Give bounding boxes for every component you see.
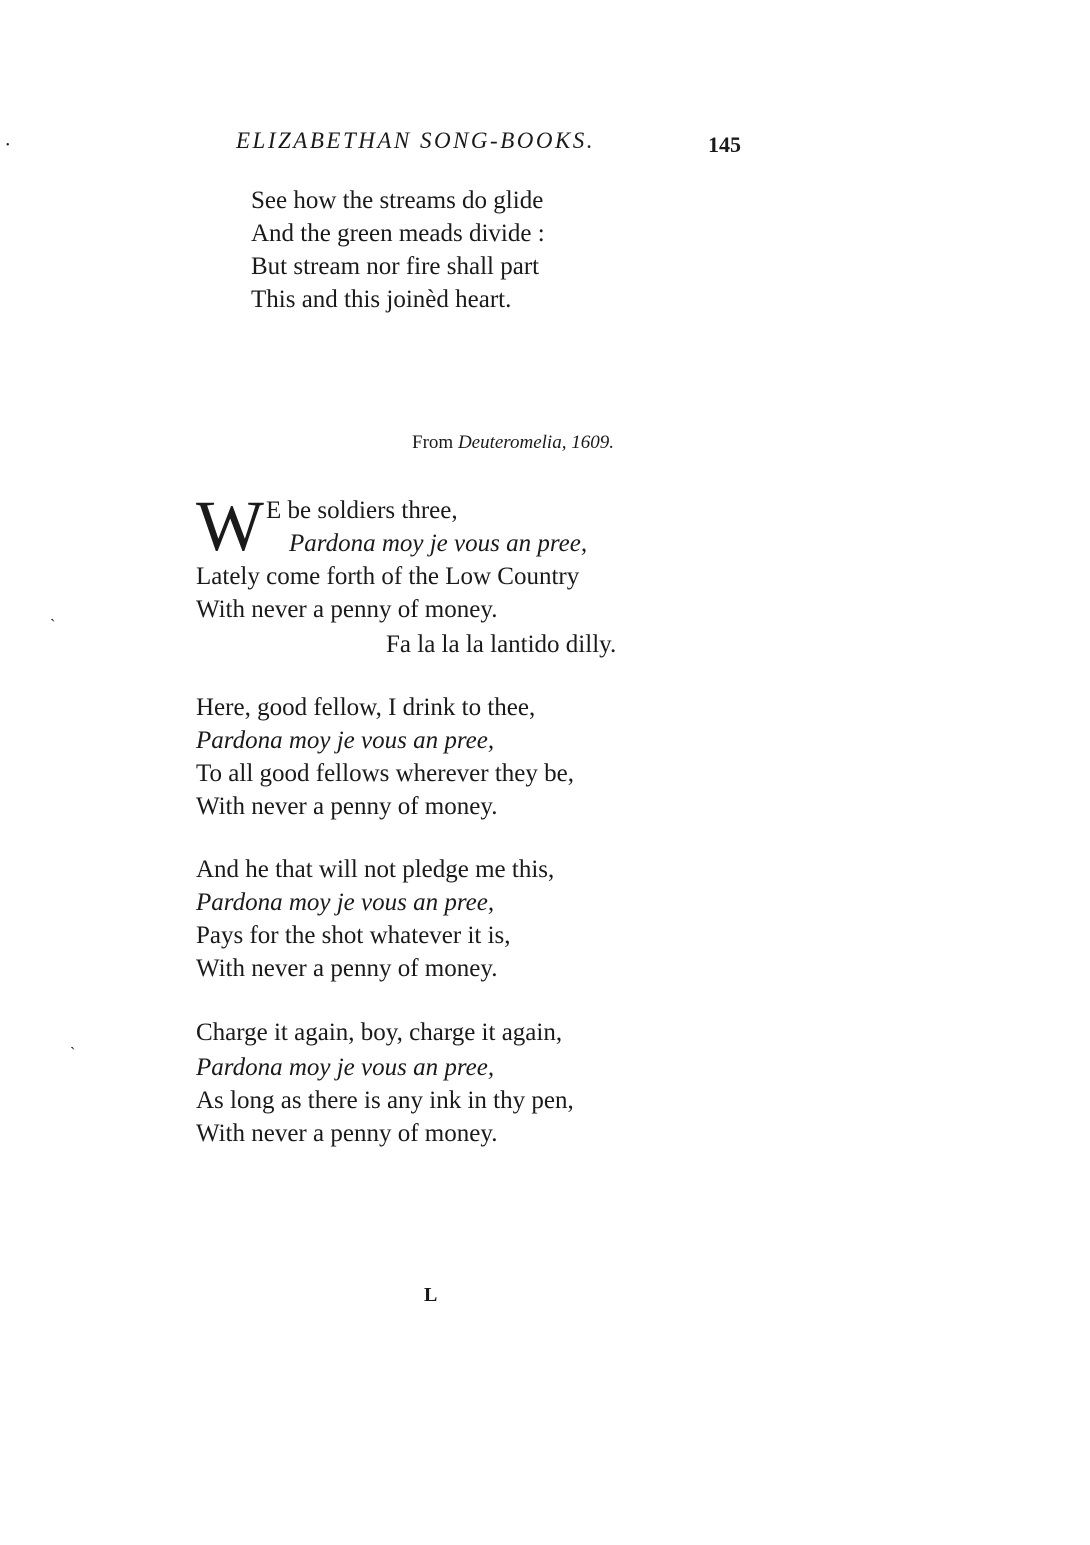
source-attribution	[412, 432, 614, 454]
stanza2-line-1: Here, good fellow, I drink to thee,	[196, 694, 536, 721]
stanza2-line-2: Pardona moy je vous an pree,	[196, 727, 495, 754]
stanza1-line-3: Lately come forth of the Low Country	[196, 563, 580, 590]
stanza1-line-2: Pardona moy je vous an pree,	[289, 530, 588, 557]
drop-cap: W	[196, 486, 264, 566]
page-number: 145	[708, 132, 741, 157]
stray-dot-mark: •	[6, 140, 10, 151]
stanza4-line-1: Charge it again, boy, charge it again,	[196, 1019, 563, 1046]
running-title: ELIZABETHAN SONG-BOOKS.	[236, 128, 596, 153]
stanza2-line-4: With never a penny of money.	[196, 793, 498, 820]
stanza4-line-2: Pardona moy je vous an pree,	[196, 1054, 495, 1081]
stanza4-line-4: With never a penny of money.	[196, 1120, 498, 1147]
stanza-top-line-1: See how the streams do glide	[251, 187, 544, 214]
stray-tick-mark: ˎ	[70, 1033, 76, 1050]
stanza4-line-3: As long as there is any ink in thy pen,	[196, 1087, 574, 1114]
stray-tick-mark: ˏ	[50, 605, 56, 622]
stanza-top-line-2: And the green meads divide :	[251, 220, 545, 247]
stanza3-line-4: With never a penny of money.	[196, 955, 498, 982]
stanza1-refrain: Fa la la la lantido dilly.	[386, 631, 617, 658]
stanza2-line-3: To all good fellows wherever they be,	[196, 760, 574, 787]
stanza1-line-4: With never a penny of money.	[196, 596, 498, 623]
source-year: 1609.	[566, 432, 614, 453]
stanza1-line-1: E be soldiers three,	[266, 497, 458, 524]
signature-mark: L	[424, 1284, 438, 1306]
stanza3-line-2: Pardona moy je vous an pree,	[196, 889, 495, 916]
source-title: Deuteromelia,	[457, 432, 567, 453]
stanza3-line-3: Pays for the shot whatever it is,	[196, 922, 511, 949]
source-prefix: From	[412, 432, 458, 453]
stanza3-line-1: And he that will not pledge me this,	[196, 856, 555, 883]
stanza-top-line-4: This and this joinèd heart.	[251, 286, 512, 313]
stanza-top-line-3: But stream nor fire shall part	[251, 253, 540, 280]
